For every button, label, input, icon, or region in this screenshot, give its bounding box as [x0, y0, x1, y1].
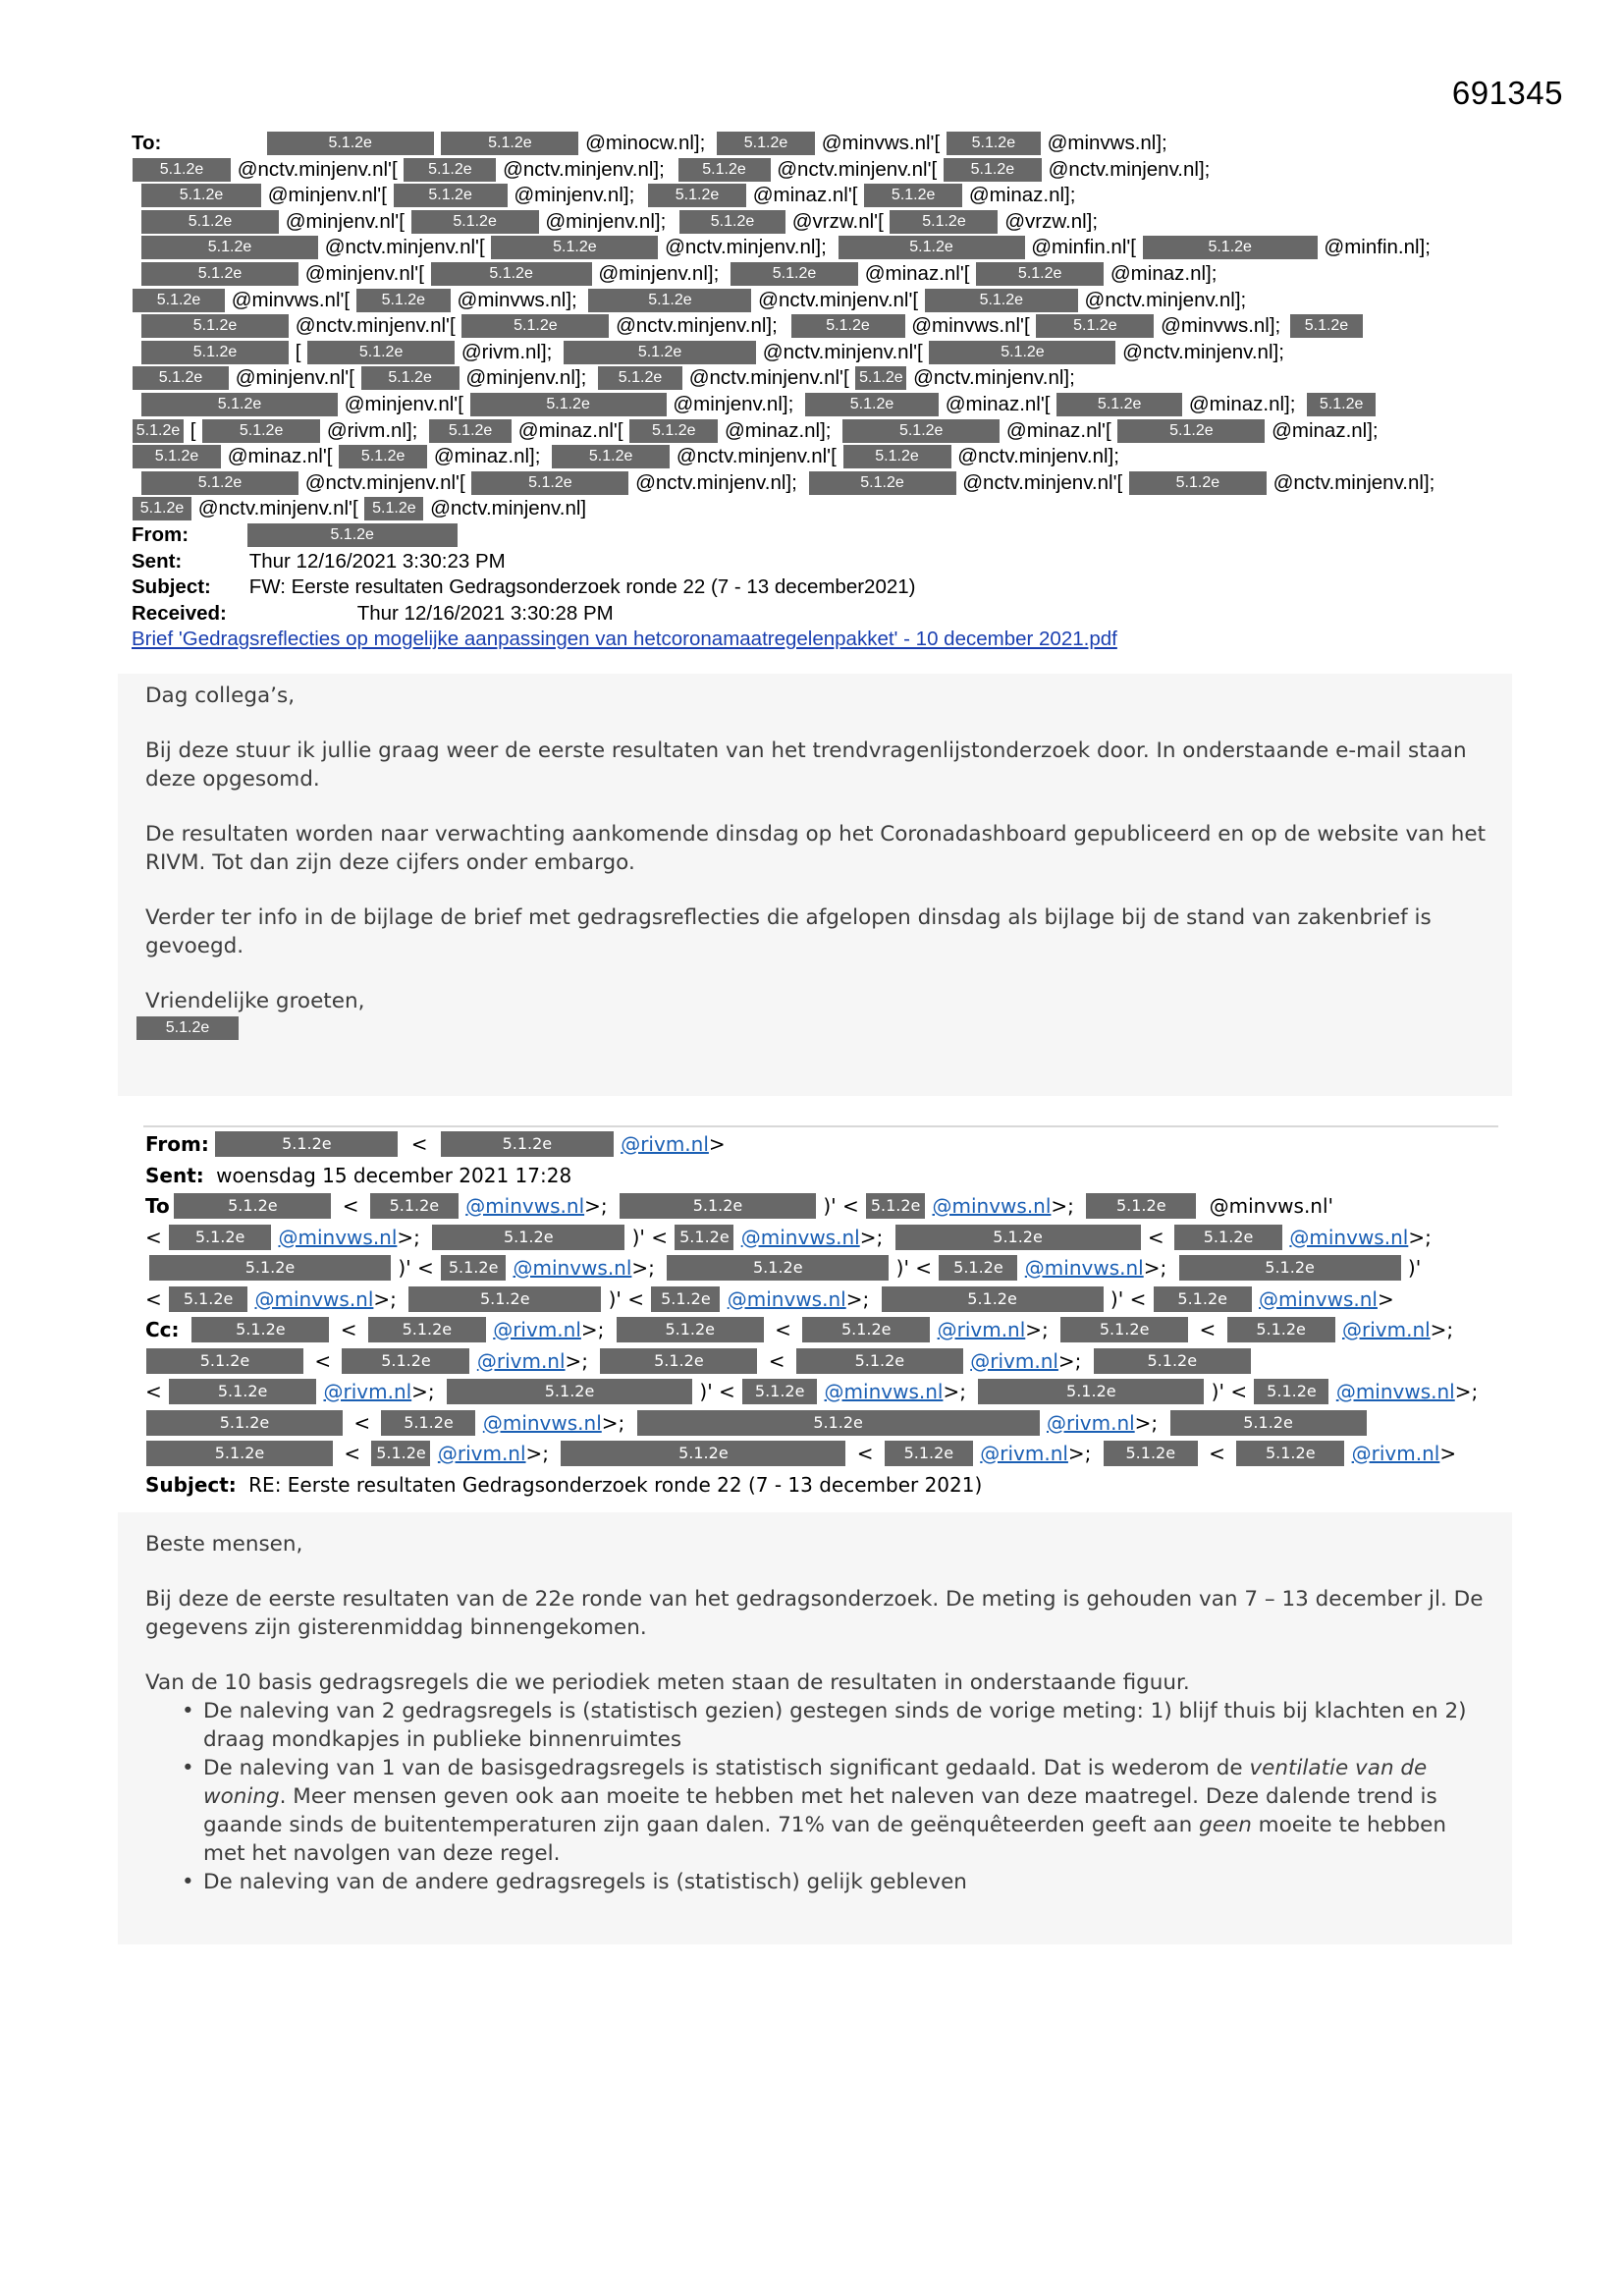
redaction-block: 5.1.2e: [939, 1255, 1017, 1281]
redaction-block: 5.1.2e: [267, 132, 434, 155]
redaction-block: 5.1.2e: [929, 341, 1115, 364]
redaction-block: 5.1.2e: [1060, 1317, 1188, 1342]
header-to-line: [132, 209, 1526, 236]
email-link[interactable]: @minvws.nl: [1335, 1380, 1455, 1403]
redaction-block: 5.1.2e: [441, 132, 578, 155]
redaction-block: 5.1.2e: [620, 1193, 816, 1219]
redaction-block: 5.1.2e: [805, 393, 939, 416]
redaction-block: 5.1.2e: [855, 366, 906, 390]
redaction-block: 5.1.2e: [598, 366, 682, 390]
paragraph: Bij deze stuur ik jullie graag weer de eerste resultaten van het trendvragenlijstonderzoek door. In onderstaande e-mail staan deze opgesomd.: [145, 738, 1467, 792]
email-address: @minvws.nl];: [1161, 314, 1281, 338]
redaction-block: 5.1.2e: [895, 1225, 1141, 1250]
redaction-block: 5.1.2e: [470, 393, 667, 416]
redaction-block: 5.1.2e: [215, 1131, 398, 1157]
redaction-block: 5.1.2e: [247, 523, 458, 547]
redaction-block: 5.1.2e: [890, 210, 998, 234]
redaction-block: 5.1.2e: [371, 1441, 430, 1466]
email-link[interactable]: @minvws.nl: [465, 1194, 585, 1218]
redaction-block: 5.1.2e: [146, 1441, 333, 1466]
email-link[interactable]: @rivm.nl: [1351, 1442, 1440, 1465]
email-address: @minaz.nl];: [1110, 261, 1218, 285]
email-address: @nctv.minjenv.nl];: [1048, 157, 1211, 181]
redaction-block: 5.1.2e: [882, 1286, 1104, 1312]
email-address: @rivm.nl];: [460, 340, 553, 363]
redaction-block: 5.1.2e: [471, 471, 628, 495]
redaction-block: 5.1.2e: [411, 210, 539, 234]
email-address: [: [295, 340, 301, 363]
redaction-block: 5.1.2e: [925, 289, 1078, 312]
email-link[interactable]: @rivm.nl: [621, 1132, 709, 1156]
fwd-sent-value: woensdag 15 december 2021 17:28: [216, 1163, 572, 1187]
email-address: @minaz.nl];: [1272, 418, 1379, 442]
email-address: @minaz.nl];: [433, 445, 541, 468]
redaction-block: 5.1.2e: [141, 262, 298, 286]
email-address: @nctv.minjenv.nl'[: [676, 445, 837, 468]
fwd-to-line: To 5.1.2e < 5.1.2e @minvws.nl>; 5.1.2e )' < 5.1.2e @minvws.nl>; 5.1.2e @minvws.nl': [145, 1191, 1500, 1223]
redaction-block: 5.1.2e: [651, 1286, 720, 1312]
header-to-line: [132, 418, 1526, 445]
email-address: @nctv.minjenv.nl];: [665, 236, 827, 259]
redaction-block: 5.1.2e: [648, 184, 746, 207]
redaction-block: 5.1.2e: [429, 419, 512, 443]
email-address: @minjenv.nl];: [545, 209, 667, 233]
email-link[interactable]: @rivm.nl: [937, 1318, 1026, 1341]
header-to-line: [132, 157, 1526, 184]
paragraph: De resultaten worden naar verwachting aankomende dinsdag op het Coronadashboard gepubliceerd en op de website van het RIVM. Tot dan zijn deze cijfers onder embargo.: [145, 822, 1487, 875]
fwd-sent-label: Sent:: [145, 1163, 204, 1187]
email-address: @nctv.minjenv.nl'[: [295, 314, 456, 338]
email-address: @minfin.nl'[: [1031, 236, 1136, 259]
redaction-block: 5.1.2e: [1236, 1441, 1344, 1466]
email-address: @nctv.minjenv.nl];: [1272, 470, 1435, 494]
redaction-block: 5.1.2e: [342, 1348, 469, 1374]
redaction-block: 5.1.2e: [133, 497, 191, 520]
header-to-line: [132, 288, 1526, 314]
attachment-line: [132, 627, 1526, 653]
redaction-block: 5.1.2e: [141, 236, 318, 259]
redaction-block: 5.1.2e: [447, 1379, 692, 1404]
email-address: @minvws.nl'[: [231, 288, 351, 311]
subject-value: FW: Eerste resultaten Gedragsonderzoek ronde 22 (7 - 13 december2021): [248, 575, 916, 599]
attachment-link[interactable]: Brief 'Gedragsreflecties op mogelijke aanpassingen van hetcoronamaatregelenpakket' - 10 december 2021.pdf: [132, 628, 1117, 651]
email-address: @minaz.nl];: [968, 184, 1076, 207]
redaction-block: 5.1.2e: [381, 1410, 475, 1436]
redaction-block: 5.1.2e: [441, 1131, 614, 1157]
fwd-cc-line: 5.1.2e < 5.1.2e @rivm.nl>; 5.1.2e < 5.1.2e @rivm.nl>; 5.1.2e < 5.1.2e @rivm.nl>: [145, 1439, 1500, 1470]
fwd-to-line: < 5.1.2e @minvws.nl>; 5.1.2e )' < 5.1.2e @minvws.nl>; 5.1.2e )' < 5.1.2e @minvws.nl>: [145, 1285, 1500, 1316]
email-address: @nctv.minjenv.nl'[: [197, 497, 358, 520]
redaction-block: 5.1.2e: [885, 1441, 973, 1466]
redaction-block: 5.1.2e: [174, 1193, 331, 1219]
sent-label: Sent:: [132, 549, 183, 573]
subject-label: Subject:: [132, 575, 211, 599]
header-to-line: [132, 340, 1526, 366]
email-link[interactable]: @rivm.nl: [1046, 1410, 1135, 1435]
email-address: @minaz.nl'[: [1005, 418, 1111, 442]
message-body-1: [118, 674, 1512, 1096]
redaction-block: 5.1.2e: [133, 289, 225, 312]
redaction-block: 5.1.2e: [169, 1286, 247, 1312]
email-address: @nctv.minjenv.nl'[: [324, 236, 485, 259]
redaction-block: 5.1.2e: [564, 341, 756, 364]
email-link[interactable]: @minvws.nl: [932, 1194, 1052, 1218]
email-link[interactable]: @minvws.nl: [727, 1286, 846, 1311]
redaction-block: 5.1.2e: [1227, 1317, 1335, 1342]
redaction-block: 5.1.2e: [561, 1441, 845, 1466]
email-address: @minaz.nl];: [1188, 392, 1296, 415]
received-label: Received:: [132, 601, 227, 625]
bullet-item: • De naleving van 2 gedragsregels is (statistisch gezien) gestegen sinds de vorige meting: 1) blijf thuis bij klachten en 2) draag mondkapjes in publieke binnenruimtes: [203, 1697, 1512, 1754]
email-address: @vrzw.nl'[: [791, 209, 884, 233]
email-address: @nctv.minjenv.nl];: [503, 157, 665, 181]
email-link[interactable]: @rivm.nl: [1341, 1318, 1431, 1341]
redaction-block: 5.1.2e: [1104, 1441, 1198, 1466]
message-body-2: [118, 1512, 1512, 1944]
email-address: @minjenv.nl'[: [285, 209, 405, 233]
header-to-line: [132, 496, 1526, 522]
redaction-block: 5.1.2e: [141, 471, 298, 495]
redaction-block: 5.1.2e: [791, 314, 905, 338]
redaction-block: 5.1.2e: [169, 1225, 271, 1250]
fwd-subject-label: Subject:: [145, 1472, 237, 1497]
redaction-block: 5.1.2e: [588, 289, 751, 312]
email-address: @minvws.nl'[: [911, 314, 1030, 338]
email-address: @minjenv.nl'[: [267, 184, 387, 207]
fwd-subject-value: RE: Eerste resultaten Gedragsonderzoek ronde 22 (7 - 13 december 2021): [248, 1472, 983, 1497]
email-address: @nctv.minjenv.nl];: [1122, 340, 1284, 363]
redaction-block: 5.1.2e: [141, 210, 279, 234]
email-address: @rivm.nl];: [326, 418, 418, 442]
redaction-block: 5.1.2e: [978, 1379, 1204, 1404]
email-address: @minjenv.nl];: [598, 261, 720, 285]
redaction-block: 5.1.2e: [678, 158, 771, 182]
redaction-block: 5.1.2e: [133, 158, 231, 182]
email-address: @nctv.minjenv.nl'[: [758, 288, 919, 311]
received-value: Thur 12/16/2021 3:30:28 PM: [356, 601, 614, 625]
header-sent-line: [132, 549, 1526, 575]
redaction-block: 5.1.2e: [1129, 471, 1267, 495]
email-address: @minvws.nl];: [457, 288, 577, 311]
header-to-line: [132, 131, 1526, 157]
redaction-block: 5.1.2e: [679, 210, 785, 234]
redaction-block: 5.1.2e: [1170, 1410, 1367, 1436]
email-link[interactable]: @minvws.nl: [278, 1225, 398, 1249]
email-address: @minjenv.nl];: [514, 184, 635, 207]
redaction-block: 5.1.2e: [1143, 236, 1318, 259]
header-to-line: [132, 183, 1526, 209]
redaction-block: 5.1.2e: [637, 1410, 1040, 1436]
email-address: @minaz.nl'[: [945, 392, 1051, 415]
fwd-cc-label: Cc:: [145, 1318, 180, 1341]
email-address: @vrzw.nl];: [1004, 209, 1099, 233]
email-link[interactable]: @rivm.nl: [476, 1348, 566, 1373]
closing: Vriendelijke groeten,: [145, 989, 365, 1013]
redaction-block: 5.1.2e: [141, 314, 289, 338]
header-from-line: [132, 522, 1526, 549]
redaction-block: 5.1.2e: [1254, 1379, 1328, 1404]
email-address: @minvws.nl];: [1047, 132, 1167, 154]
redaction-block: 5.1.2e: [169, 1379, 316, 1404]
email-address: @minjenv.nl'[: [235, 366, 354, 390]
redaction-block: 5.1.2e: [1179, 1255, 1401, 1281]
redaction-block: 5.1.2e: [431, 262, 592, 286]
redaction-block: 5.1.2e: [368, 1317, 486, 1342]
email-address: @nctv.minjenv.nl'[: [762, 340, 923, 363]
email-address: @minjenv.nl'[: [304, 261, 424, 285]
redaction-block: 5.1.2e: [339, 445, 427, 468]
email-address: @minaz.nl'[: [517, 418, 623, 442]
header-subject-line: [132, 574, 1526, 601]
redaction-block: 5.1.2e: [141, 393, 338, 416]
redaction-block: 5.1.2e: [370, 1193, 459, 1219]
redaction-block: 5.1.2e: [839, 236, 1025, 259]
header-to-line: [132, 392, 1526, 418]
fwd-cc-line: Cc: 5.1.2e < 5.1.2e @rivm.nl>; 5.1.2e < 5.1.2e @rivm.nl>; 5.1.2e < 5.1.2e @rivm.nl>;: [145, 1315, 1500, 1346]
fwd-to-label: To: [145, 1194, 170, 1218]
email-address: @minfin.nl];: [1324, 236, 1431, 259]
email-address: @nctv.minjenv.nl];: [1084, 288, 1247, 311]
from-label: From:: [132, 522, 189, 546]
header-to-line: [132, 313, 1526, 340]
header-to-line: [132, 365, 1526, 392]
redaction-block: 5.1.2e: [441, 1255, 506, 1281]
redaction-block: 5.1.2e: [1307, 393, 1376, 416]
email-link[interactable]: @rivm.nl: [493, 1318, 581, 1341]
redaction-block: 5.1.2e: [133, 445, 221, 468]
redaction-block: 5.1.2e: [394, 184, 508, 207]
fwd-cc-line: < 5.1.2e @rivm.nl>; 5.1.2e )' < 5.1.2e @minvws.nl>; 5.1.2e )' < 5.1.2e @minvws.nl>;: [145, 1377, 1500, 1408]
divider: [143, 1125, 1498, 1127]
header-received-line: [132, 601, 1526, 628]
redaction-block: 5.1.2e: [667, 1255, 889, 1281]
greeting: Beste mensen,: [145, 1532, 303, 1557]
redaction-block: 5.1.2e: [864, 184, 962, 207]
fwd-from-line: From: 5.1.2e < 5.1.2e @rivm.nl>: [145, 1129, 1500, 1161]
document-number: 691345: [1451, 75, 1563, 111]
fwd-sent-line: [145, 1161, 1500, 1192]
redaction-block: 5.1.2e: [600, 1348, 757, 1374]
redaction-block: 5.1.2e: [947, 132, 1041, 155]
email-address: @nctv.minjenv.nl'[: [777, 157, 938, 181]
forwarded-header: [145, 1129, 1500, 1501]
email-link[interactable]: @minvws.nl: [1024, 1256, 1144, 1280]
paragraph: Verder ter info in de bijlage de brief met gedragsreflecties die afgelopen dinsdag als bijlage bij de stand van zakenbrief is gevoegd.: [145, 905, 1432, 958]
redaction-block: 5.1.2e: [408, 1286, 601, 1312]
email-link[interactable]: @minvws.nl: [824, 1380, 944, 1403]
redaction-block: 5.1.2e: [461, 314, 609, 338]
redaction-block: 5.1.2e: [364, 497, 423, 520]
redaction-block: 5.1.2e: [717, 132, 815, 155]
email-link[interactable]: @minvws.nl: [740, 1225, 860, 1249]
email-address: [: [189, 418, 196, 442]
email-address: @nctv.minjenv.nl];: [635, 470, 797, 494]
redaction-block: 5.1.2e: [675, 1225, 733, 1250]
fwd-from-label: From:: [145, 1132, 209, 1156]
email-link[interactable]: @minvws.nl: [1259, 1286, 1378, 1311]
sent-value: Thur 12/16/2021 3:30:23 PM: [248, 549, 506, 573]
bullet-item: • De naleving van de andere gedragsregels is (statistisch) gelijk gebleven: [203, 1868, 1512, 1896]
redaction-block: 5.1.2e: [133, 419, 184, 443]
redaction-block: 5.1.2e: [617, 1317, 764, 1342]
redaction-block: 5.1.2e: [149, 1255, 391, 1281]
fwd-to-line: < 5.1.2e @minvws.nl>; 5.1.2e )' < 5.1.2e @minvws.nl>; 5.1.2e < 5.1.2e @minvws.nl>;: [145, 1223, 1500, 1254]
header-to-line: [132, 261, 1526, 288]
paragraph: Van de 10 basis gedragsregels die we periodiek meten staan de resultaten in onderstaande figuur.: [145, 1670, 1190, 1695]
email-address: @nctv.minjenv.nl];: [616, 314, 778, 338]
redaction-block: 5.1.2e: [1036, 314, 1154, 338]
redaction-block: 5.1.2e: [141, 184, 261, 207]
fwd-to-line: 5.1.2e )' < 5.1.2e @minvws.nl>; 5.1.2e )' < 5.1.2e @minvws.nl>; 5.1.2e )': [145, 1253, 1500, 1285]
fwd-cc-line: 5.1.2e < 5.1.2e @minvws.nl>; 5.1.2e @rivm.nl>; 5.1.2e: [145, 1408, 1500, 1440]
redaction-block: 5.1.2e: [842, 419, 1000, 443]
redaction-block: 5.1.2e: [809, 471, 956, 495]
redaction-block: 5.1.2e: [742, 1379, 817, 1404]
email-address: @minjenv.nl];: [673, 392, 794, 415]
redaction-block: 5.1.2e: [866, 1193, 925, 1219]
redaction-block: 5.1.2e: [1174, 1225, 1282, 1250]
redaction-block: 5.1.2e: [731, 262, 858, 286]
redaction-block: 5.1.2e: [629, 419, 718, 443]
email-address: @nctv.minjenv.nl'[: [688, 366, 849, 390]
email-header: [132, 131, 1526, 653]
header-to-line: [132, 444, 1526, 470]
redaction-block: 5.1.2e: [356, 289, 451, 312]
fwd-cc-line: 5.1.2e < 5.1.2e @rivm.nl>; 5.1.2e < 5.1.2e @rivm.nl>; 5.1.2e: [145, 1346, 1500, 1378]
email-link[interactable]: @rivm.nl: [980, 1442, 1068, 1465]
fwd-subject-line: [145, 1470, 1500, 1502]
email-address: @nctv.minjenv.nl'[: [304, 470, 465, 494]
email-address: @minaz.nl'[: [227, 445, 333, 468]
redaction-block: 5.1.2e: [802, 1317, 930, 1342]
email-address: @minaz.nl'[: [864, 261, 970, 285]
email-link[interactable]: @rivm.nl: [437, 1442, 526, 1465]
signature-redaction: 5.1.2e: [136, 1016, 239, 1040]
email-address: @minjenv.nl];: [465, 366, 587, 390]
redaction-block: 5.1.2e: [404, 158, 496, 182]
header-to-line: [132, 470, 1526, 497]
redaction-block: 5.1.2e: [1056, 393, 1182, 416]
email-address: @minaz.nl];: [724, 418, 832, 442]
email-address: @minvws.nl'[: [821, 132, 941, 154]
email-address: @nctv.minjenv.nl];: [957, 445, 1119, 468]
redaction-block: 5.1.2e: [1094, 1348, 1251, 1374]
to-label: To:: [132, 132, 162, 154]
redaction-block: 5.1.2e: [146, 1348, 303, 1374]
email-link[interactable]: @minvws.nl: [482, 1410, 602, 1435]
bullet-item: • De naleving van 1 van de basisgedragsregels is statistisch significant gedaald. Dat is wederom de ventilatie van de woning. Meer mensen geven ook aan moeite te hebben met het naleven van deze maatregel. Deze dalende trend is gaande sinds de buitentemperaturen zijn gaan dalen. 71% van de geënquêteerden geeft aan geen moeite te hebben met het navolgen van deze regel.: [203, 1754, 1512, 1868]
redaction-block: 5.1.2e: [1154, 1286, 1252, 1312]
redaction-block: 5.1.2e: [307, 341, 455, 364]
email-link[interactable]: @minvws.nl: [513, 1256, 632, 1280]
email-address: @minjenv.nl'[: [344, 392, 463, 415]
redaction-block: 5.1.2e: [491, 236, 658, 259]
redaction-block: 5.1.2e: [843, 445, 951, 468]
redaction-block: 5.1.2e: [202, 419, 320, 443]
email-link[interactable]: @rivm.nl: [970, 1348, 1058, 1373]
email-address: @minocw.nl];: [585, 132, 706, 154]
redaction-block: 5.1.2e: [1086, 1193, 1196, 1219]
email-address: @nctv.minjenv.nl'[: [962, 470, 1123, 494]
redaction-block: 5.1.2e: [552, 445, 670, 468]
header-to-line: [132, 235, 1526, 261]
greeting: Dag collega’s,: [145, 683, 296, 708]
redaction-block: 5.1.2e: [146, 1410, 343, 1436]
email-address: @nctv.minjenv.nl'[: [237, 157, 398, 181]
email-link[interactable]: @minvws.nl: [1289, 1225, 1409, 1249]
redaction-block: 5.1.2e: [1290, 314, 1363, 338]
email-link[interactable]: @rivm.nl: [323, 1380, 412, 1403]
redaction-block: 5.1.2e: [796, 1348, 963, 1374]
email-link[interactable]: @minvws.nl: [254, 1286, 374, 1311]
email-address: @minaz.nl'[: [752, 184, 858, 207]
redaction-block: 5.1.2e: [141, 341, 289, 364]
redaction-block: 5.1.2e: [432, 1225, 624, 1250]
email-address: @nctv.minjenv.nl];: [913, 366, 1075, 390]
redaction-block: 5.1.2e: [133, 366, 229, 390]
redaction-block: 5.1.2e: [191, 1317, 329, 1342]
paragraph: Bij deze de eerste resultaten van de 22e ronde van het gedragsonderzoek. De meting is gehouden van 7 – 13 december jl. De gegevens zijn gisterenmiddag binnengekomen.: [145, 1587, 1484, 1640]
redaction-block: 5.1.2e: [361, 366, 460, 390]
redaction-block: 5.1.2e: [976, 262, 1104, 286]
redaction-block: 5.1.2e: [944, 158, 1042, 182]
email-address: @nctv.minjenv.nl]: [430, 497, 587, 520]
redaction-block: 5.1.2e: [1117, 419, 1265, 443]
